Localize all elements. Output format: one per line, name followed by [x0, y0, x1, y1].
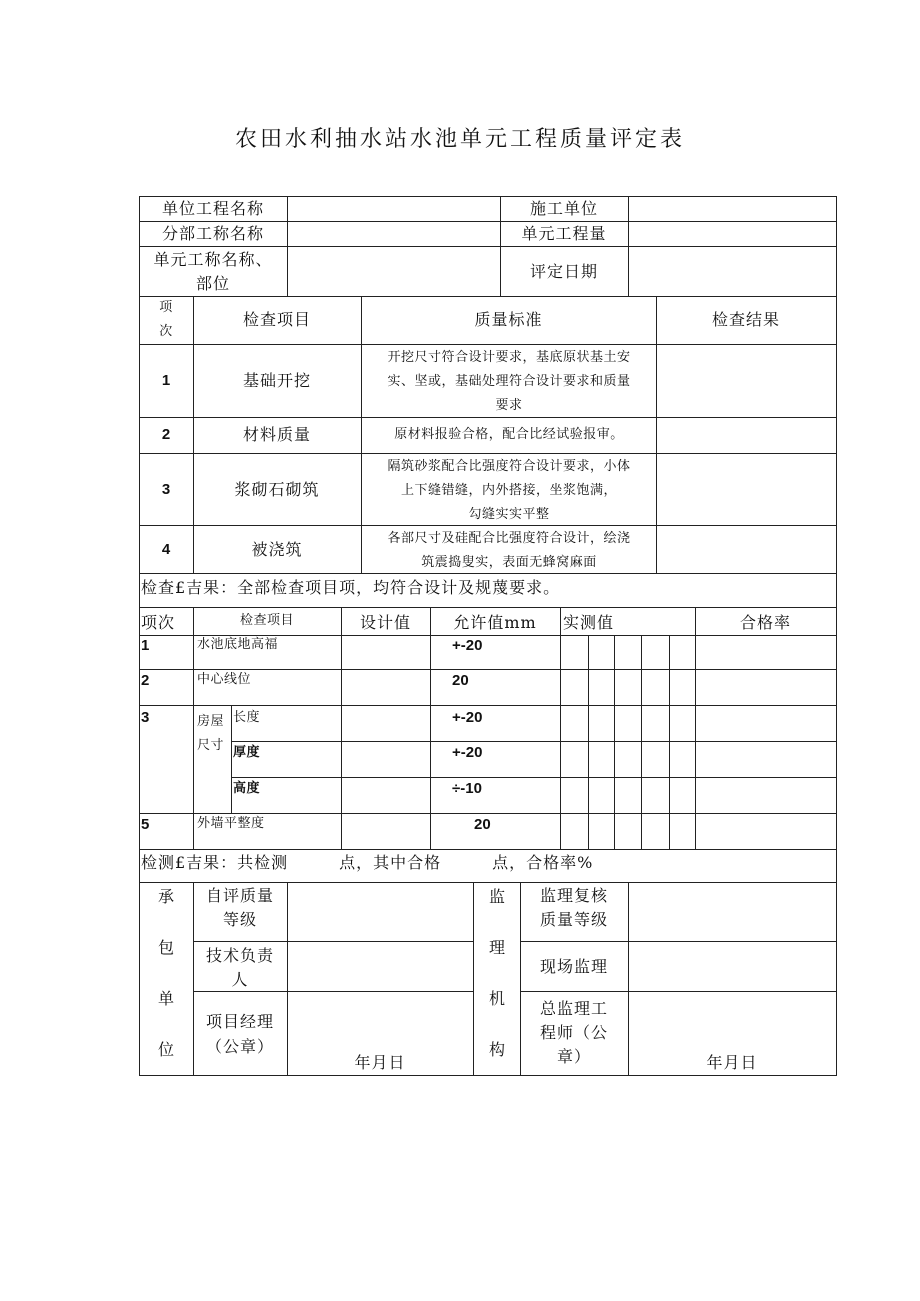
unit-name-label: 单元工称名称、: [153, 250, 273, 269]
contractor-label: 施工单位: [529, 199, 598, 218]
supervisor-vertical-label: 监 理 机 构: [488, 887, 505, 1059]
division-label: 分部工称名称: [161, 224, 264, 243]
meas-row-no: 1: [141, 637, 150, 654]
review-label: 监理复核: [539, 886, 608, 905]
meas-col-no: 项次: [141, 613, 176, 632]
chief-supervisor-label: 总监理工: [539, 999, 608, 1018]
inspection-row-standard: 各部尺寸及硅配合比强度符合设计，绘浇 筑震捣叟实，表面无蜂窝麻面: [387, 531, 631, 570]
meas-row-item: 水池底地高福: [197, 637, 279, 652]
col-no-label: 项: [159, 300, 173, 315]
meas-group-label-line2: 尺寸: [197, 738, 225, 753]
inspection-conclusion: 检查£吉果：全部检查项目项，均符合设计及规蔑要求。: [141, 578, 561, 597]
meas-row-allowed: +-20: [452, 744, 483, 761]
meas-row-item: 中心线位: [197, 672, 252, 687]
date-left: 年月日: [354, 1053, 406, 1072]
inspection-row-item: 被浇筑: [251, 540, 303, 559]
contractor-vertical-label: 承 包 单 位: [157, 887, 174, 1059]
inspection-row-no: 3: [161, 481, 171, 498]
inspection-row-no: 1: [161, 372, 171, 389]
project-manager-label-line2: （公章）: [205, 1037, 274, 1056]
project-manager-label: 项目经理: [205, 1012, 274, 1031]
meas-row-item: 厚度: [233, 745, 261, 760]
tech-lead-label: 技术负责: [205, 946, 274, 965]
self-eval-label: 自评质量: [205, 886, 274, 905]
col-item-label: 检查项目: [242, 310, 311, 329]
meas-row-allowed: 20: [474, 816, 491, 833]
inspection-row-no: 4: [161, 541, 171, 558]
review-label-line2: 质量等级: [539, 910, 608, 929]
measurement-summary: 检测£吉果：共检测 点，其中合格 点，合格率%: [141, 853, 594, 872]
meas-col-design: 设计值: [359, 613, 411, 632]
meas-row-allowed: 20: [452, 672, 469, 689]
meas-row-allowed: +-20: [452, 709, 483, 726]
meas-col-item: 检查项目: [239, 613, 294, 628]
inspection-row-standard: 原材料报验合格，配合比经试验报审。: [394, 427, 624, 442]
tech-lead-label-line2: 人: [231, 970, 249, 989]
chief-supervisor-label-line2: 程师（公: [539, 1023, 608, 1042]
meas-row-allowed: +-20: [452, 637, 483, 654]
inspection-row-no: 2: [161, 426, 171, 443]
meas-col-allowed: 允许值mm: [453, 613, 537, 632]
meas-row-item: 外墙平整度: [197, 816, 265, 831]
unit-quantity-label: 单元工程量: [521, 224, 607, 243]
page-title: 农田水利抽水站水池单元工程质量评定表: [234, 127, 685, 152]
meas-row-item: 高度: [233, 781, 261, 796]
eval-date-label: 评定日期: [529, 262, 598, 281]
inspection-row-item: 浆砌石砌筑: [234, 480, 320, 499]
meas-col-rate: 合格率: [739, 613, 791, 632]
meas-row-no: 5: [141, 816, 150, 833]
col-no-label-line2: 次: [159, 324, 173, 339]
col-result-label: 检查结果: [711, 310, 780, 329]
inspection-row-standard: 隔筑砂浆配合比强度符合设计要求，小体 上下缝错缝，内外搭接，坐浆饱满， 勾缝实实平整: [387, 459, 631, 522]
inspection-row-item: 材料质量: [242, 425, 311, 444]
site-supervisor-label: 现场监理: [539, 957, 608, 976]
meas-row-no: 3: [141, 709, 150, 726]
chief-supervisor-label-line3: 章）: [556, 1047, 591, 1066]
meas-row-no: 2: [141, 672, 150, 689]
inspection-row-item: 基础开挖: [242, 371, 311, 390]
unit-project-label: 单位工程名称: [161, 199, 264, 218]
meas-col-measured: 实测值: [563, 613, 615, 632]
meas-row-item: 长度: [233, 710, 261, 725]
self-eval-label-line2: 等级: [222, 910, 257, 929]
col-standard-label: 质量标准: [474, 310, 543, 329]
meas-group-label: 房屋: [197, 714, 225, 729]
inspection-row-standard: 开挖尺寸符合设计要求，基底原状基土安 实、坚或，基础处理符合设计要求和质量 要求: [387, 350, 631, 413]
date-right: 年月日: [706, 1053, 758, 1072]
unit-name-label-line2: 部位: [195, 274, 230, 293]
meas-row-allowed: ÷-10: [452, 780, 482, 797]
